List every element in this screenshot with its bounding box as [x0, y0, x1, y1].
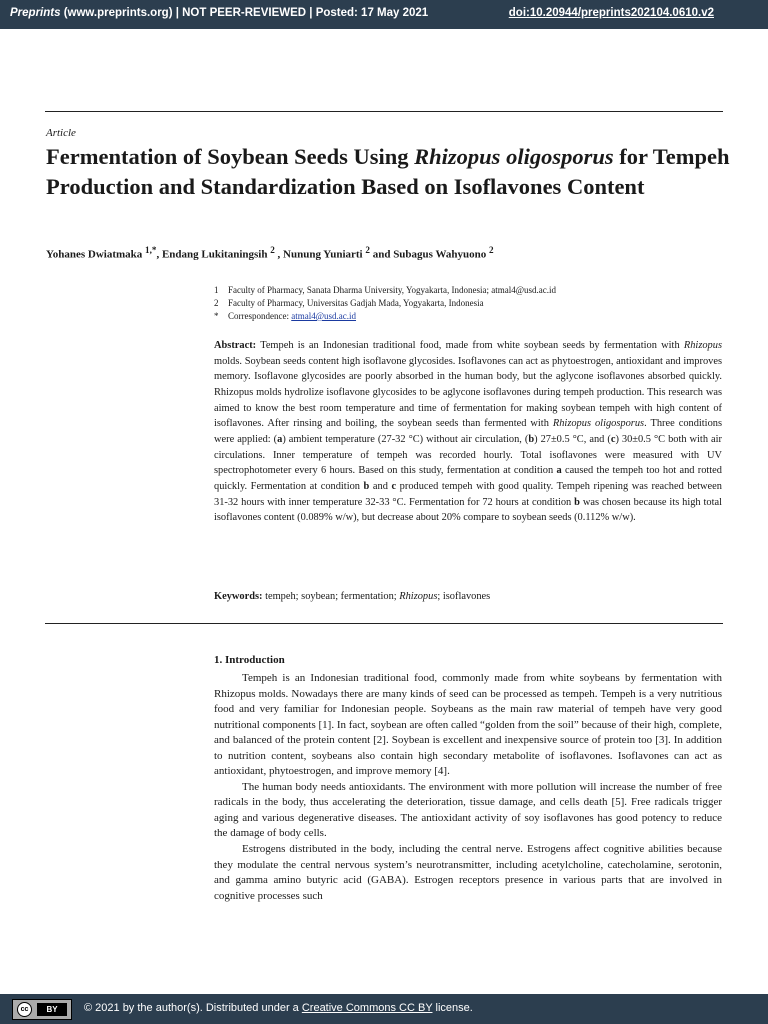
abstract-text: caused the tempeh too hot and rotted quickly. Fermentation at condition: [214, 465, 722, 492]
header-divider: [45, 111, 723, 112]
license-link[interactable]: Creative Commons CC BY: [301, 1002, 433, 1014]
author-3: , Nunung Yuniarti: [274, 248, 363, 261]
abstract-condition: b: [528, 433, 535, 445]
author-3-affiliation: 2: [365, 245, 370, 255]
affiliation-mark: 2: [214, 298, 219, 308]
affiliation-text: Faculty of Pharmacy, Universitas Gadjah Mada, Yogyakarta, Indonesia: [228, 298, 484, 308]
affiliation-mark: 1: [214, 285, 219, 295]
abstract-condition: a: [556, 465, 562, 477]
preprints-header-bar: [0, 0, 768, 29]
article-type-label: Article: [46, 127, 76, 139]
author-4: and Subagus Wahyuono: [369, 248, 487, 261]
cc-by-license-badge[interactable]: [12, 999, 72, 1020]
affiliation-2: [214, 298, 484, 308]
section-heading-introduction: 1. Introduction: [214, 654, 285, 666]
keywords-text: tempeh; soybean; fermentation;: [262, 591, 400, 602]
keywords: [214, 591, 490, 602]
abstract-text: was chosen because its high total isoflavones content (0.089% w/w), but decrease about 20% compare to soybean seeds (0.112% w/w).: [214, 496, 722, 524]
keywords-text: ; isoflavones: [437, 591, 491, 602]
affiliation-mark: *: [214, 311, 219, 321]
abstract-text: ) 30±0.5 °C both with air circulations. Inner temperature of tempeh was recorded hourly. Total isoflavones were measured with UV spectrophotometer every 6 hours. Based on this study, fermentation at condition: [214, 433, 722, 477]
header-status-text: (www.preprints.org) | NOT PEER-REVIEWED | Posted: 17 May 2021: [60, 7, 429, 19]
paragraph: Estrogens distributed in the body, including the central nerve. Estrogens affect cognitive abilities because they modulate the central nervous system’s neurotransmitter, including acetylcholine, catecholamine, serotonin, and gamma amino butyric acid (GABA). Estrogen receptors presence in various parts that are involved in cognitive processes such: [214, 843, 722, 902]
abstract-species: Rhizopus: [683, 340, 722, 351]
abstract-text: molds. Soybean seeds content high isoflavone glycosides. Isoflavones can act as phytoestrogen, antioxidant and improves memory. Isoflavone glycosides are poorly absorbed in the human body, but the aglycone isoflavones absorbed quickly. Rhizopus molds hydrolize isoflavone glycosides to be aglycone isoflavones during tempeh production. This research was aimed to know the best room temperature and time of fermentation for making soybean tempeh with high content of isoflavones. After rinsing and boiling, the soybean seeds than fermented with: [214, 355, 722, 430]
paragraph: The human body needs antioxidants. The environment with more pollution will increase the number of free radicals in the body, thus accelerating the deterioration, tissue damage, and cells death [5]. Free radicals trigger aging and various degenerative diseases. The antioxidant activity of soy isoflavones has good potency to reduce the damage of body cells.: [214, 780, 722, 840]
title-part-1: Fermentation of Soybean Seeds Using: [46, 144, 415, 169]
doi-link[interactable]: doi:10.20944/preprints202104.0610.v2: [508, 7, 714, 19]
abstract: [214, 338, 722, 526]
abstract-condition: c: [610, 433, 616, 445]
title-part-2: for Tempeh Production and Standardization Based on Isoflavones Content: [46, 144, 730, 199]
license-footer-bar: [0, 994, 768, 1024]
author-1-affiliation: 1,*: [145, 245, 157, 255]
author-2-affiliation: 2: [270, 245, 275, 255]
paragraph: Tempeh is an Indonesian traditional food, commonly made from white soybeans by fermentation with Rhizopus molds. Nowadays there are many kinds of seed can be processed as tempeh. Tempeh is a very nutritious food and very familiar for Indonesian people. Soybeans as the main raw material of tempeh have very good nutritional components [1]. In fact, soybean are often called “golden from the soil” because of their high, complete, and balanced of the protein content [2]. Soybean is excellent and inexpensive source of protein too [3]. In addition to nutrition content, soybeans also contain high secondary metabolite of isoflavones. Isoflavones can act as antioxidant, phytoestrogen, and improve memory [4].: [214, 672, 722, 778]
abstract-species: Rhizopus oligosporus: [552, 418, 645, 430]
creative-commons-icon: cc: [17, 1002, 32, 1017]
keywords-label: Keywords:: [214, 591, 263, 602]
abstract-text: Tempeh is an Indonesian traditional food, made from white soybean seeds by fermentation with: [256, 340, 684, 351]
correspondence-email-link[interactable]: atmal4@usd.ac.id: [291, 311, 357, 321]
author-1: Yohanes Dwiatmaka: [46, 248, 143, 261]
affiliation-1: [214, 285, 556, 295]
section-divider: [45, 623, 723, 624]
correspondence-label: Correspondence:: [228, 311, 292, 321]
attribution-icon: BY: [37, 1003, 67, 1016]
author-list: [46, 245, 494, 261]
paper-title: [46, 142, 736, 202]
license-prefix: © 2021 by the author(s). Distributed under a: [84, 1002, 302, 1014]
abstract-condition: a: [277, 433, 283, 445]
abstract-text: produced tempeh with good quality. Tempeh ripening was reached between 31-32 hours with inner temperature 32-33 °C. Fermentation for 72 hours at condition: [214, 480, 722, 508]
preprints-brand[interactable]: Preprints: [10, 7, 61, 19]
abstract-condition: b: [363, 480, 370, 492]
license-text: [84, 1002, 473, 1014]
abstract-text: ) 27±0.5 °C, and (: [534, 433, 611, 445]
abstract-label: Abstract:: [214, 340, 257, 351]
header-posting-info: [10, 7, 428, 19]
introduction-body: [214, 671, 722, 904]
abstract-text: . Three conditions were applied: (: [214, 418, 723, 445]
affiliation-text: Faculty of Pharmacy, Sanata Dharma University, Yogyakarta, Indonesia; atmal4@usd.ac.id: [228, 285, 557, 295]
abstract-text: ) ambient temperature (27-32 °C) without air circulation, (: [282, 433, 529, 445]
correspondence: [214, 311, 356, 321]
license-suffix: license.: [432, 1002, 473, 1014]
keywords-species: Rhizopus: [399, 591, 438, 602]
author-2: , Endang Lukitaningsih: [156, 248, 268, 261]
abstract-condition: c: [391, 480, 397, 492]
author-4-affiliation: 2: [489, 245, 494, 255]
title-species: Rhizopus oligosporus: [414, 144, 614, 169]
abstract-condition: b: [574, 496, 580, 508]
abstract-text: and: [369, 480, 392, 492]
